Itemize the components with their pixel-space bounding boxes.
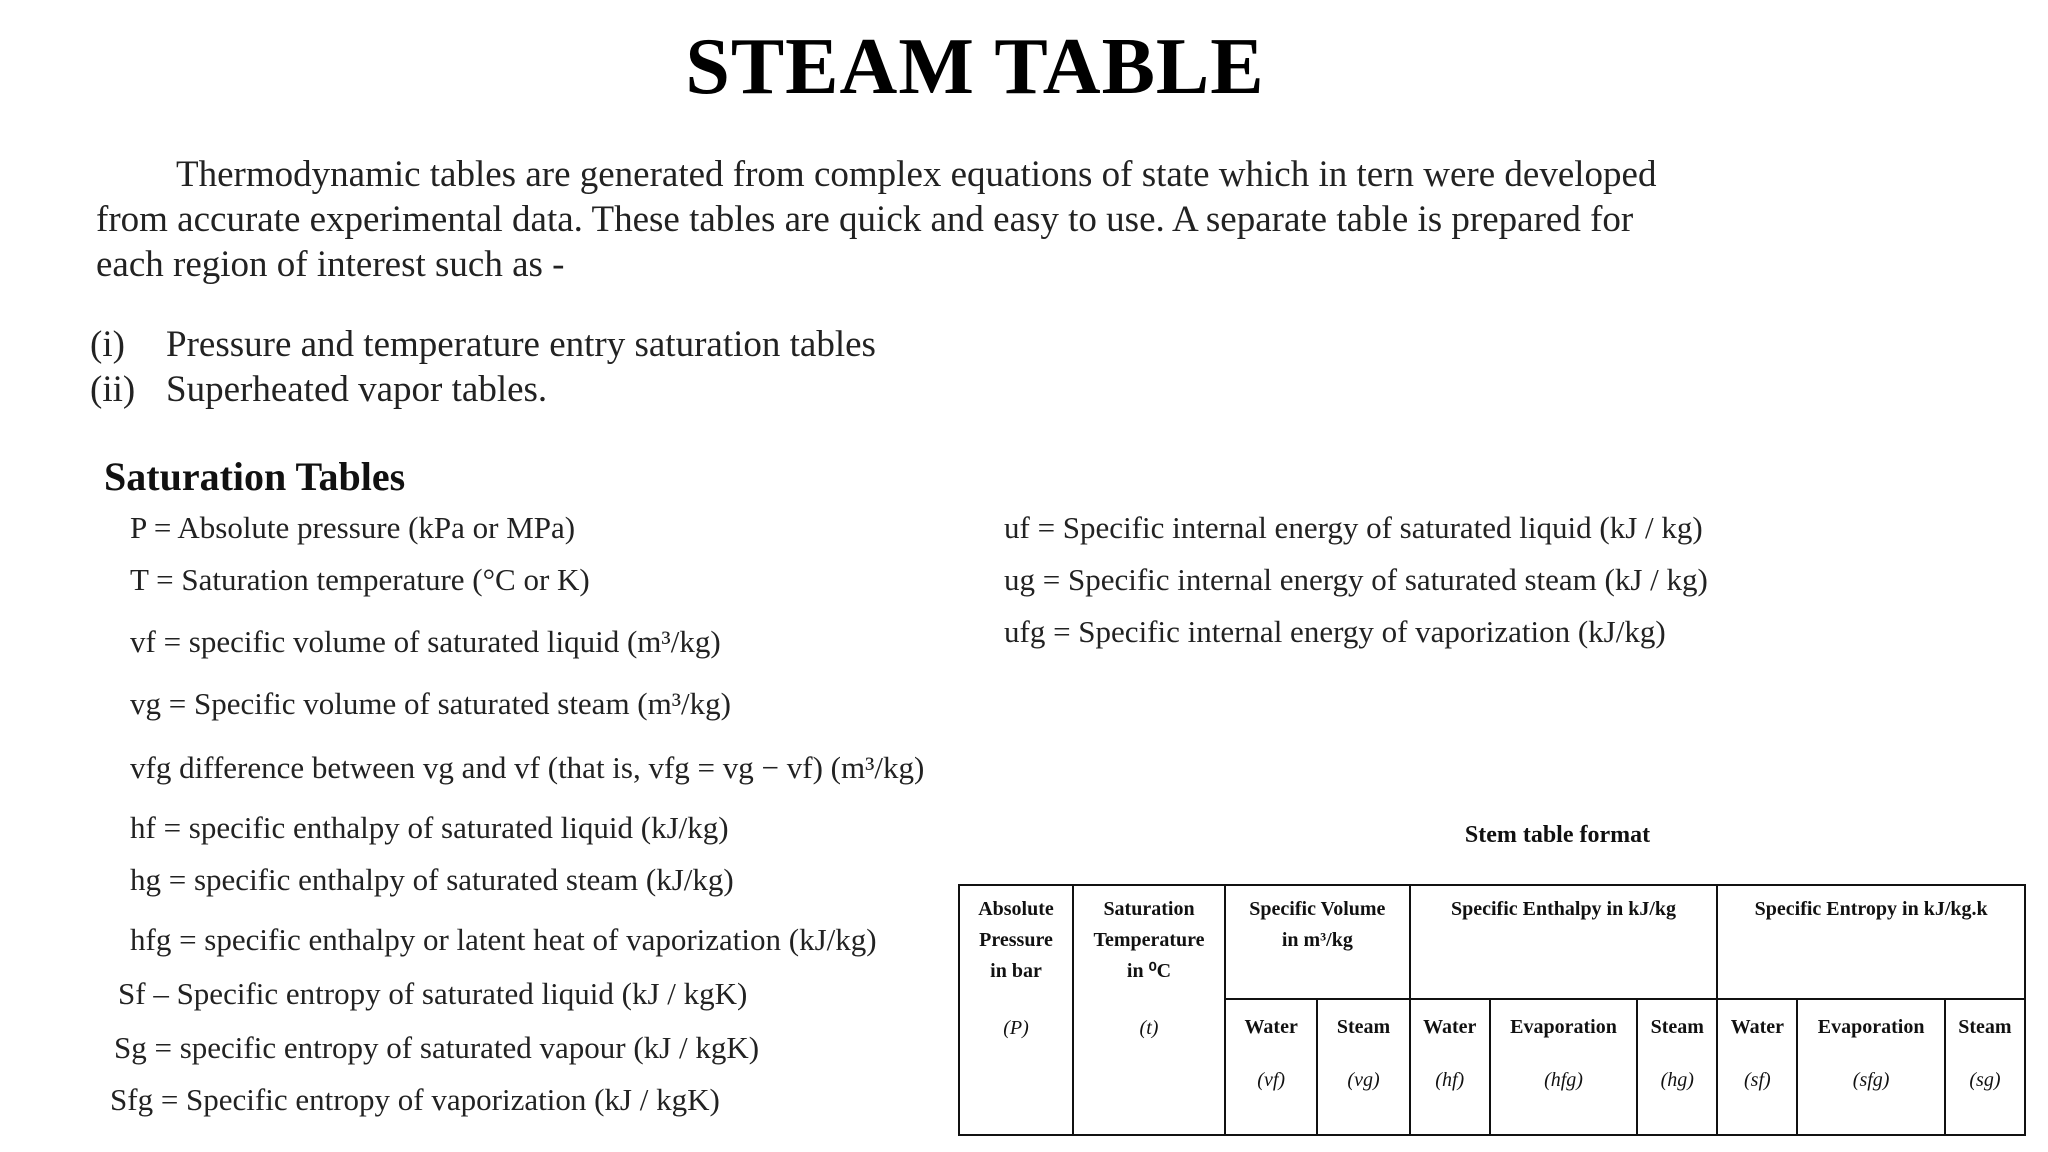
intro-line: Thermodynamic tables are generated from complex equations of state which in tern were developed [176, 154, 1657, 195]
sub-col [1225, 999, 1317, 1135]
symbol: (hfg) [1544, 1069, 1583, 1091]
page-title: STEAM TABLE [685, 23, 1265, 111]
sub-label: Steam [1650, 1016, 1704, 1038]
list-item [90, 367, 876, 412]
list-number: (i) [90, 324, 125, 365]
intro-paragraph [96, 152, 1866, 287]
symbol: (hf) [1435, 1069, 1465, 1091]
definition: Sfg = Specific entropy of vaporization (kJ / kgK) [110, 1082, 720, 1117]
definition: vf = specific volume of saturated liquid (m³/kg) [130, 624, 721, 659]
definition: Sf – Specific entropy of saturated liquid (kJ / kgK) [118, 976, 748, 1011]
sub-label: Steam [1958, 1016, 2012, 1038]
sub-col [1410, 999, 1490, 1135]
col-saturation-temperature [1073, 885, 1225, 1135]
definition: uf = Specific internal energy of saturated liquid (kJ / kg) [1004, 510, 1703, 545]
definition: P = Absolute pressure (kPa or MPa) [130, 510, 576, 545]
header-text: in bar [990, 960, 1042, 982]
symbol: (hg) [1660, 1069, 1694, 1091]
header-text: Specific Volume [1249, 898, 1386, 920]
header-text: Saturation [1103, 898, 1195, 920]
symbol: (sf) [1744, 1069, 1771, 1091]
sub-col [1717, 999, 1797, 1135]
definition: hf = specific enthalpy of saturated liquid (kJ/kg) [130, 810, 729, 845]
definition: vg = Specific volume of saturated steam (m³/kg) [130, 686, 731, 721]
list-text: Pressure and temperature entry saturation tables [166, 324, 876, 365]
definition: Sg = specific entropy of saturated vapour (kJ / kgK) [114, 1030, 760, 1065]
definition: hfg = specific enthalpy or latent heat of vaporization (kJ/kg) [130, 922, 877, 957]
sub-col [1797, 999, 1945, 1135]
sub-label: Water [1730, 1016, 1784, 1038]
sub-col [1637, 999, 1717, 1135]
header-text: in ⁰C [1126, 960, 1172, 982]
definition: hg = specific enthalpy of saturated steam (kJ/kg) [130, 862, 734, 897]
symbol: (t) [1139, 1017, 1159, 1039]
header-text: in m³/kg [1281, 929, 1353, 951]
sub-col [1945, 999, 2025, 1135]
list-item [90, 322, 876, 367]
sub-label: Evaporation [1510, 1016, 1617, 1038]
symbol: (vf) [1257, 1069, 1286, 1091]
definition: vfg difference between vg and vf (that is, vfg = vg − vf) (m³/kg) [130, 750, 925, 785]
table-caption: Stem table format [1464, 822, 1651, 848]
group-specific-enthalpy: Specific Enthalpy in kJ/kg [1410, 885, 1718, 999]
list-text: Superheated vapor tables. [166, 369, 548, 410]
intro-line: from accurate experimental data. These tables are quick and easy to use. A separate table is prepared for [96, 199, 1634, 240]
header-text: Absolute [978, 898, 1054, 920]
list-number: (ii) [90, 369, 136, 410]
sub-label: Water [1244, 1016, 1298, 1038]
sub-label: Water [1423, 1016, 1477, 1038]
sub-label: Steam [1336, 1016, 1391, 1038]
intro-line: each region of interest such as - [96, 244, 565, 285]
definition: T = Saturation temperature (°C or K) [130, 562, 590, 597]
group-specific-volume [1225, 885, 1410, 999]
symbol: (vg) [1347, 1069, 1380, 1091]
saturation-heading: Saturation Tables [104, 454, 406, 499]
header-text: Temperature [1093, 929, 1205, 951]
definition: ug = Specific internal energy of saturated steam (kJ / kg) [1004, 562, 1708, 597]
group-specific-entropy: Specific Entropy in kJ/kg.k [1717, 885, 2025, 999]
sub-label: Evaporation [1817, 1016, 1925, 1038]
sub-col [1317, 999, 1409, 1135]
symbol: (sfg) [1852, 1069, 1890, 1091]
definition: ufg = Specific internal energy of vaporization (kJ/kg) [1004, 614, 1666, 649]
sub-col [1490, 999, 1638, 1135]
symbol: (sg) [1969, 1069, 2001, 1091]
col-absolute-pressure [959, 885, 1073, 1135]
header-text: Pressure [979, 929, 1053, 951]
steam-table-format [958, 884, 2026, 1136]
table-types-list [90, 322, 876, 412]
symbol: (P) [1003, 1017, 1029, 1039]
